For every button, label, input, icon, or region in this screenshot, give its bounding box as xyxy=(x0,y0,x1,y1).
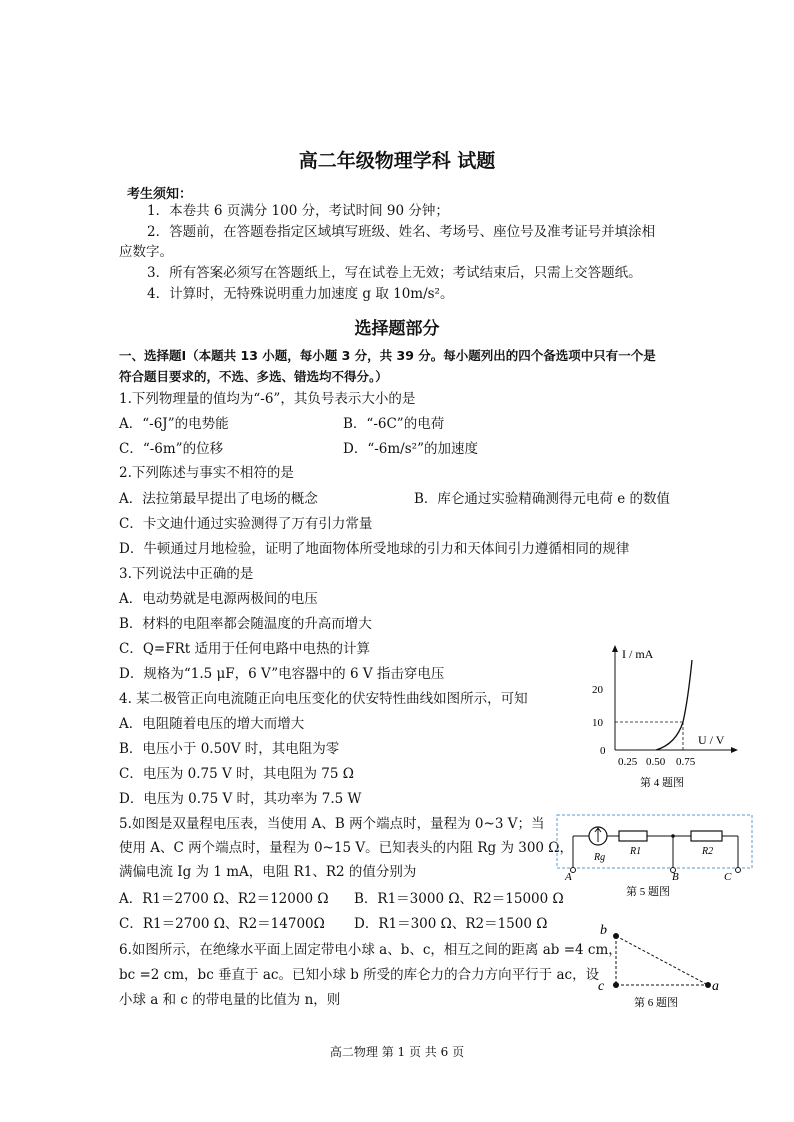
q6-stem-line: 小球 a 和 c 的带电量的比值为 n，则 xyxy=(119,992,341,1008)
label-c: c xyxy=(598,979,605,994)
q1-option-b: B．“-6C”的电荷 xyxy=(343,416,445,432)
q4-stem: 4. 某二极管正向电流随正向电压变化的伏安特性曲线如图所示，可知 xyxy=(119,691,528,707)
figure-4-iv-curve xyxy=(580,640,750,800)
q3-option-c: C．Q=FRt 适用于任何电路中电热的计算 xyxy=(119,641,370,657)
q1-option-c: C．“-6m”的位移 xyxy=(119,441,224,457)
r2-label: R2 xyxy=(702,846,714,857)
page-title: 高二年级物理学科 试题 xyxy=(298,150,496,172)
resistor-r2 xyxy=(691,831,722,841)
figure-caption: 第 5 题图 xyxy=(626,886,670,898)
y-tick-label: 0 xyxy=(600,745,606,757)
label-a: a xyxy=(712,979,719,994)
notice-item: 3．所有答案必须写在答题纸上，写在试卷上无效；考试结束后，只需上交答题纸。 xyxy=(147,265,642,281)
notice-item: 应数字。 xyxy=(119,244,173,260)
rg-label: Rg xyxy=(594,852,606,863)
q4-option-c: C．电压为 0.75 V 时，其电阻为 75 Ω xyxy=(119,766,354,782)
notice-item: 1．本卷共 6 页满分 100 分，考试时间 90 分钟； xyxy=(147,203,449,219)
label-b: b xyxy=(600,923,607,938)
q2-option-d: D．牛顿通过月地检验，证明了地面物体所受地球的引力和天体间引力遵循相同的规律 xyxy=(119,541,630,557)
figure-5-circuit xyxy=(556,814,754,902)
q5-stem-line: 使用 A、C 两个端点时，量程为 0~15 V。已知表头的内阻 Rg 为 300 Ω， xyxy=(119,840,574,856)
y-axis-label: I / mA xyxy=(622,647,654,661)
x-tick-label: 0.50 xyxy=(646,756,666,768)
q3-option-d: D．规格为“1.5 μF，6 V”电容器中的 6 V 指击穿电压 xyxy=(119,666,445,682)
q6-stem-line: bc =2 cm，bc 垂直于 ac。已知小球 b 所受的库仑力的合力方向平行于 ac，设 xyxy=(119,967,600,983)
notice-item: 4．计算时，无特殊说明重力加速度 g 取 10m/s²。 xyxy=(147,286,454,302)
q6-stem-line: 6.如图所示，在绝缘水平面上固定带电小球 a、b、c，相互之间的距离 ab =4 cm， xyxy=(119,942,622,958)
part-intro: 一、选择题Ⅰ（本题共 13 小题，每小题 3 分，共 39 分。每小题列出的四个备选项中只有一个是 xyxy=(119,348,656,363)
figure-6-triangle xyxy=(590,920,730,1012)
notice-item: 2．答题前，在答题卷指定区域填写班级、姓名、考场号、座位号及准考证号并填涂相 xyxy=(147,224,656,240)
x-axis-label: U / V xyxy=(698,733,725,747)
q1-stem: 1.下列物理量的值均为“-6”，其负号表示大小的是 xyxy=(119,391,416,407)
q2-option-c: C．卡文迪什通过实验测得了万有引力常量 xyxy=(119,516,373,532)
q2-option-a: A．法拉第最早提出了电场的概念 xyxy=(119,491,318,507)
q1-option-d: D．“-6m/s²”的加速度 xyxy=(343,441,478,457)
figure-caption: 第 6 题图 xyxy=(634,997,678,1009)
notice-heading: 考生须知： xyxy=(127,187,193,202)
ball-b xyxy=(613,933,619,939)
x-tick-label: 0.25 xyxy=(618,756,638,768)
q3-option-b: B．材料的电阻率都会随温度的升高而增大 xyxy=(119,616,372,632)
junction-dot xyxy=(671,834,675,838)
q5-option-d: D．R1＝300 Ω、R2＝1500 Ω xyxy=(354,916,548,932)
q5-option-b: B．R1＝3000 Ω、R2＝15000 Ω xyxy=(354,891,564,907)
q5-stem-line: 5.如图是双量程电压表，当使用 A、B 两个端点时，量程为 0~3 V；当 xyxy=(119,816,545,832)
figure-caption: 第 4 题图 xyxy=(640,777,684,789)
side-ba xyxy=(616,936,708,985)
q4-option-b: B．电压小于 0.50V 时，其电阻为零 xyxy=(119,741,340,757)
q2-stem: 2.下列陈述与事实不相符的是 xyxy=(119,465,294,481)
section-title: 选择题部分 xyxy=(354,319,440,339)
page-footer: 高二物理 第 1 页 共 6 页 xyxy=(329,1045,465,1059)
resistor-r1 xyxy=(619,831,647,841)
q3-option-a: A．电动势就是电源两极间的电压 xyxy=(119,591,318,607)
q5-stem-line: 满偏电流 Ig 为 1 mA，电阻 R1、R2 的值分别为 xyxy=(119,864,417,880)
q5-option-c: C．R1＝2700 Ω、R2＝14700Ω xyxy=(119,916,325,932)
terminal-a-label: A xyxy=(565,871,572,883)
q3-stem: 3.下列说法中正确的是 xyxy=(119,566,254,582)
q5-option-a: A．R1＝2700 Ω、R2＝12000 Ω xyxy=(119,891,329,907)
q4-option-a: A．电阻随着电压的增大而增大 xyxy=(119,716,305,732)
terminal-c xyxy=(736,868,741,873)
r1-label: R1 xyxy=(630,846,642,857)
q2-option-b: B．库仑通过实验精确测得元电荷 e 的数值 xyxy=(414,491,670,507)
part-intro: 符合题目要求的，不选、多选、错选均不得分。） xyxy=(119,369,388,384)
ball-c xyxy=(613,982,619,988)
y-tick-label: 20 xyxy=(592,684,603,696)
q1-option-a: A．“-6J”的电势能 xyxy=(119,416,229,432)
figure-border xyxy=(557,815,752,868)
terminal-b-label: B xyxy=(672,871,679,883)
x-tick-label: 0.75 xyxy=(676,756,696,768)
iv-curve xyxy=(656,660,692,750)
q4-option-d: D．电压为 0.75 V 时，其功率为 7.5 W xyxy=(119,791,362,807)
ball-a xyxy=(705,982,711,988)
terminal-c-label: C xyxy=(724,871,732,883)
y-tick-label: 10 xyxy=(592,717,603,729)
